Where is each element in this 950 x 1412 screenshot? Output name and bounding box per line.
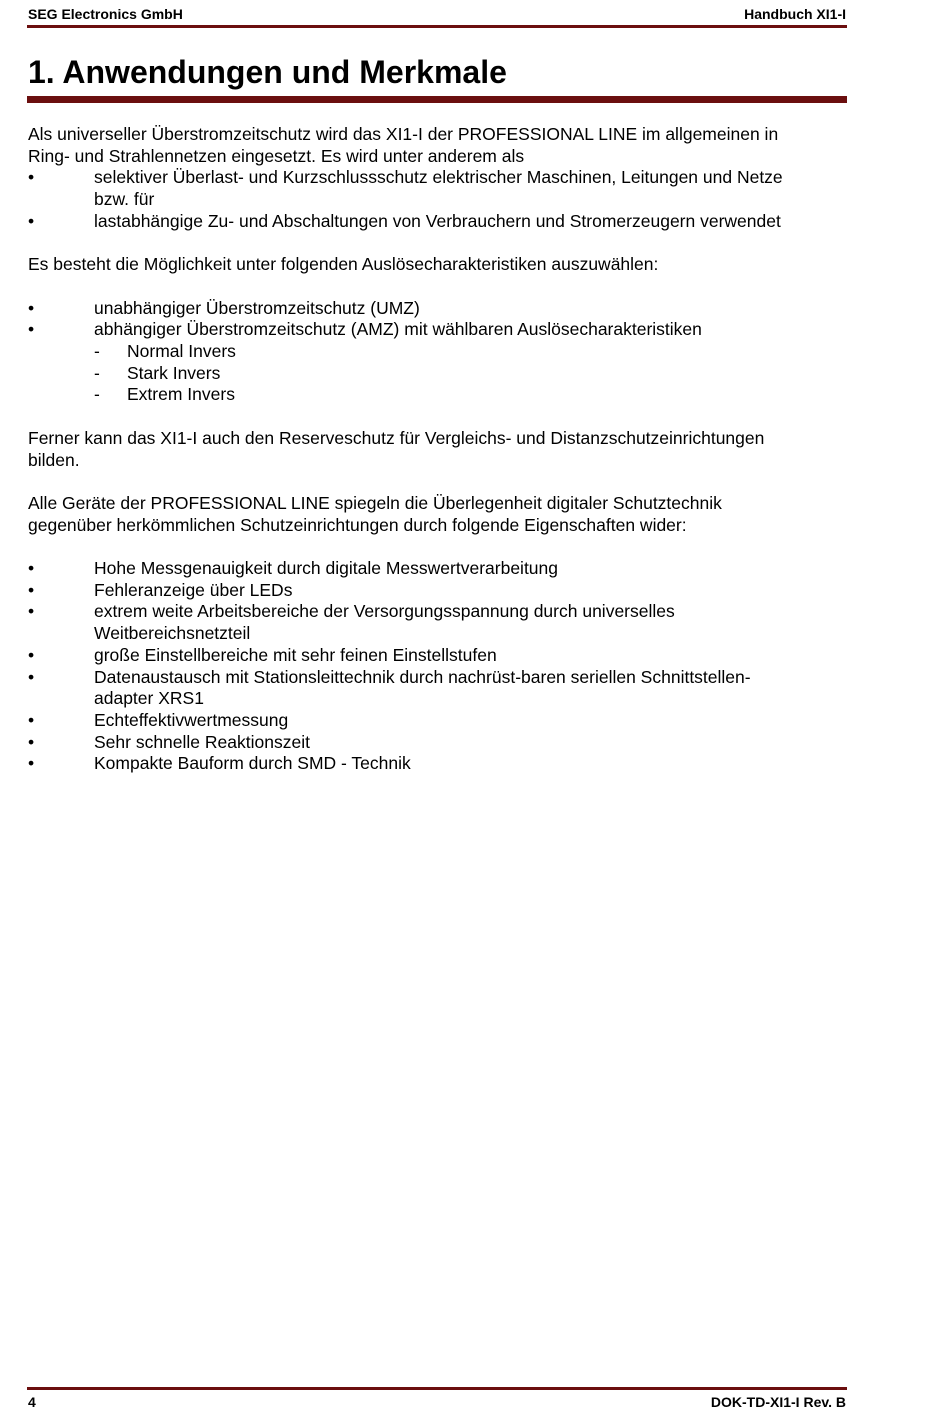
page-header xyxy=(28,6,846,24)
list-item xyxy=(28,732,848,754)
sub-list-item xyxy=(28,341,848,363)
list-item xyxy=(28,645,848,667)
header-manual-title: Handbuch XI1-I xyxy=(744,6,846,22)
document-id: DOK-TD-XI1-I Rev. B xyxy=(710,1394,846,1410)
bullet-icon: • xyxy=(28,666,35,687)
list-item xyxy=(28,167,848,210)
sub-list-item xyxy=(28,363,848,385)
bullet-icon: • xyxy=(28,297,35,318)
list-item-text: Datenaustausch mit Stationsleittechnik durch nachrüst-baren seriellen Schnittstellen- xyxy=(94,666,751,687)
list-item-text-cont: Weitbereichsnetzteil xyxy=(94,623,251,644)
features-intro-line-2: gegenüber herkömmlichen Schutzeinrichtungen durch folgende Eigenschaften wider: xyxy=(28,514,687,535)
list-item xyxy=(28,601,848,644)
list-item xyxy=(28,710,848,732)
list-item-text: unabhängiger Überstromzeitschutz (UMZ) xyxy=(94,297,420,318)
bullet-icon: • xyxy=(28,210,35,231)
header-company: SEG Electronics GmbH xyxy=(28,6,183,22)
bullet-icon: • xyxy=(28,731,35,752)
list-item-text: Kompakte Bauform durch SMD - Technik xyxy=(94,753,411,774)
bullet-icon: • xyxy=(28,644,35,665)
dash-icon: - xyxy=(94,362,100,383)
list-item-text-cont: bzw. für xyxy=(94,189,155,210)
sub-list-item-text: Normal Invers xyxy=(127,341,236,361)
bullet-icon: • xyxy=(28,557,35,578)
page-number: 4 xyxy=(28,1394,36,1410)
list-item xyxy=(28,211,848,233)
characteristics-intro: Es besteht die Möglichkeit unter folgenden Auslösecharakteristiken auszuwählen: xyxy=(28,254,659,275)
list-item xyxy=(28,667,848,710)
list-item-text: große Einstellbereiche mit sehr feinen Einstellstufen xyxy=(94,644,497,665)
intro-line-1: Als universeller Überstromzeitschutz wird das XI1-I der PROFESSIONAL LINE im allgemeinen in xyxy=(28,124,779,144)
dash-icon: - xyxy=(94,341,100,361)
list-item-text: Sehr schnelle Reaktionszeit xyxy=(94,731,310,752)
reserve-line-1: Ferner kann das XI1-I auch den Reserveschutz für Vergleichs- und Distanzschutzeinrichtungen xyxy=(28,427,765,448)
footer-rule xyxy=(27,1387,847,1390)
bullet-icon: • xyxy=(28,319,35,340)
list-item xyxy=(28,319,848,341)
document-body xyxy=(28,124,848,775)
bullet-icon: • xyxy=(28,709,35,730)
dash-icon: - xyxy=(94,384,100,405)
list-item xyxy=(28,580,848,602)
list-item-text: Echteffektivwertmessung xyxy=(94,709,289,730)
list-item xyxy=(28,298,848,320)
reserve-line-2: bilden. xyxy=(28,449,80,470)
intro-line-2: Ring- und Strahlennetzen eingesetzt. Es wird unter anderem als xyxy=(28,145,525,166)
list-item xyxy=(28,558,848,580)
page-footer xyxy=(28,1394,846,1412)
sub-list-item-text: Extrem Invers xyxy=(127,384,235,405)
list-item-text: Fehleranzeige über LEDs xyxy=(94,579,293,600)
bullet-icon: • xyxy=(28,753,35,774)
list-item-text-cont: adapter XRS1 xyxy=(94,688,204,709)
bullet-icon: • xyxy=(28,601,35,622)
list-item-text: selektiver Überlast- und Kurzschlussschutz elektrischer Maschinen, Leitungen und Netze xyxy=(94,167,783,188)
sub-list-item xyxy=(28,384,848,406)
list-item-text: Hohe Messgenauigkeit durch digitale Messwertverarbeitung xyxy=(94,557,558,578)
header-rule xyxy=(27,25,847,28)
list-item xyxy=(28,753,848,775)
list-item-text: abhängiger Überstromzeitschutz (AMZ) mit wählbaren Auslösecharakteristiken xyxy=(94,319,702,340)
list-item-text: extrem weite Arbeitsbereiche der Versorgungsspannung durch universelles xyxy=(94,601,675,622)
features-intro-line-1: Alle Geräte der PROFESSIONAL LINE spiegeln die Überlegenheit digitaler Schutztechnik xyxy=(28,492,722,513)
bullet-icon: • xyxy=(28,167,35,188)
bullet-icon: • xyxy=(28,579,35,600)
title-rule xyxy=(27,96,847,103)
section-title: 1. Anwendungen und Merkmale xyxy=(28,54,507,90)
list-item-text: lastabhängige Zu- und Abschaltungen von Verbrauchern und Stromerzeugern verwendet xyxy=(94,210,781,231)
sub-list-item-text: Stark Invers xyxy=(127,362,221,383)
